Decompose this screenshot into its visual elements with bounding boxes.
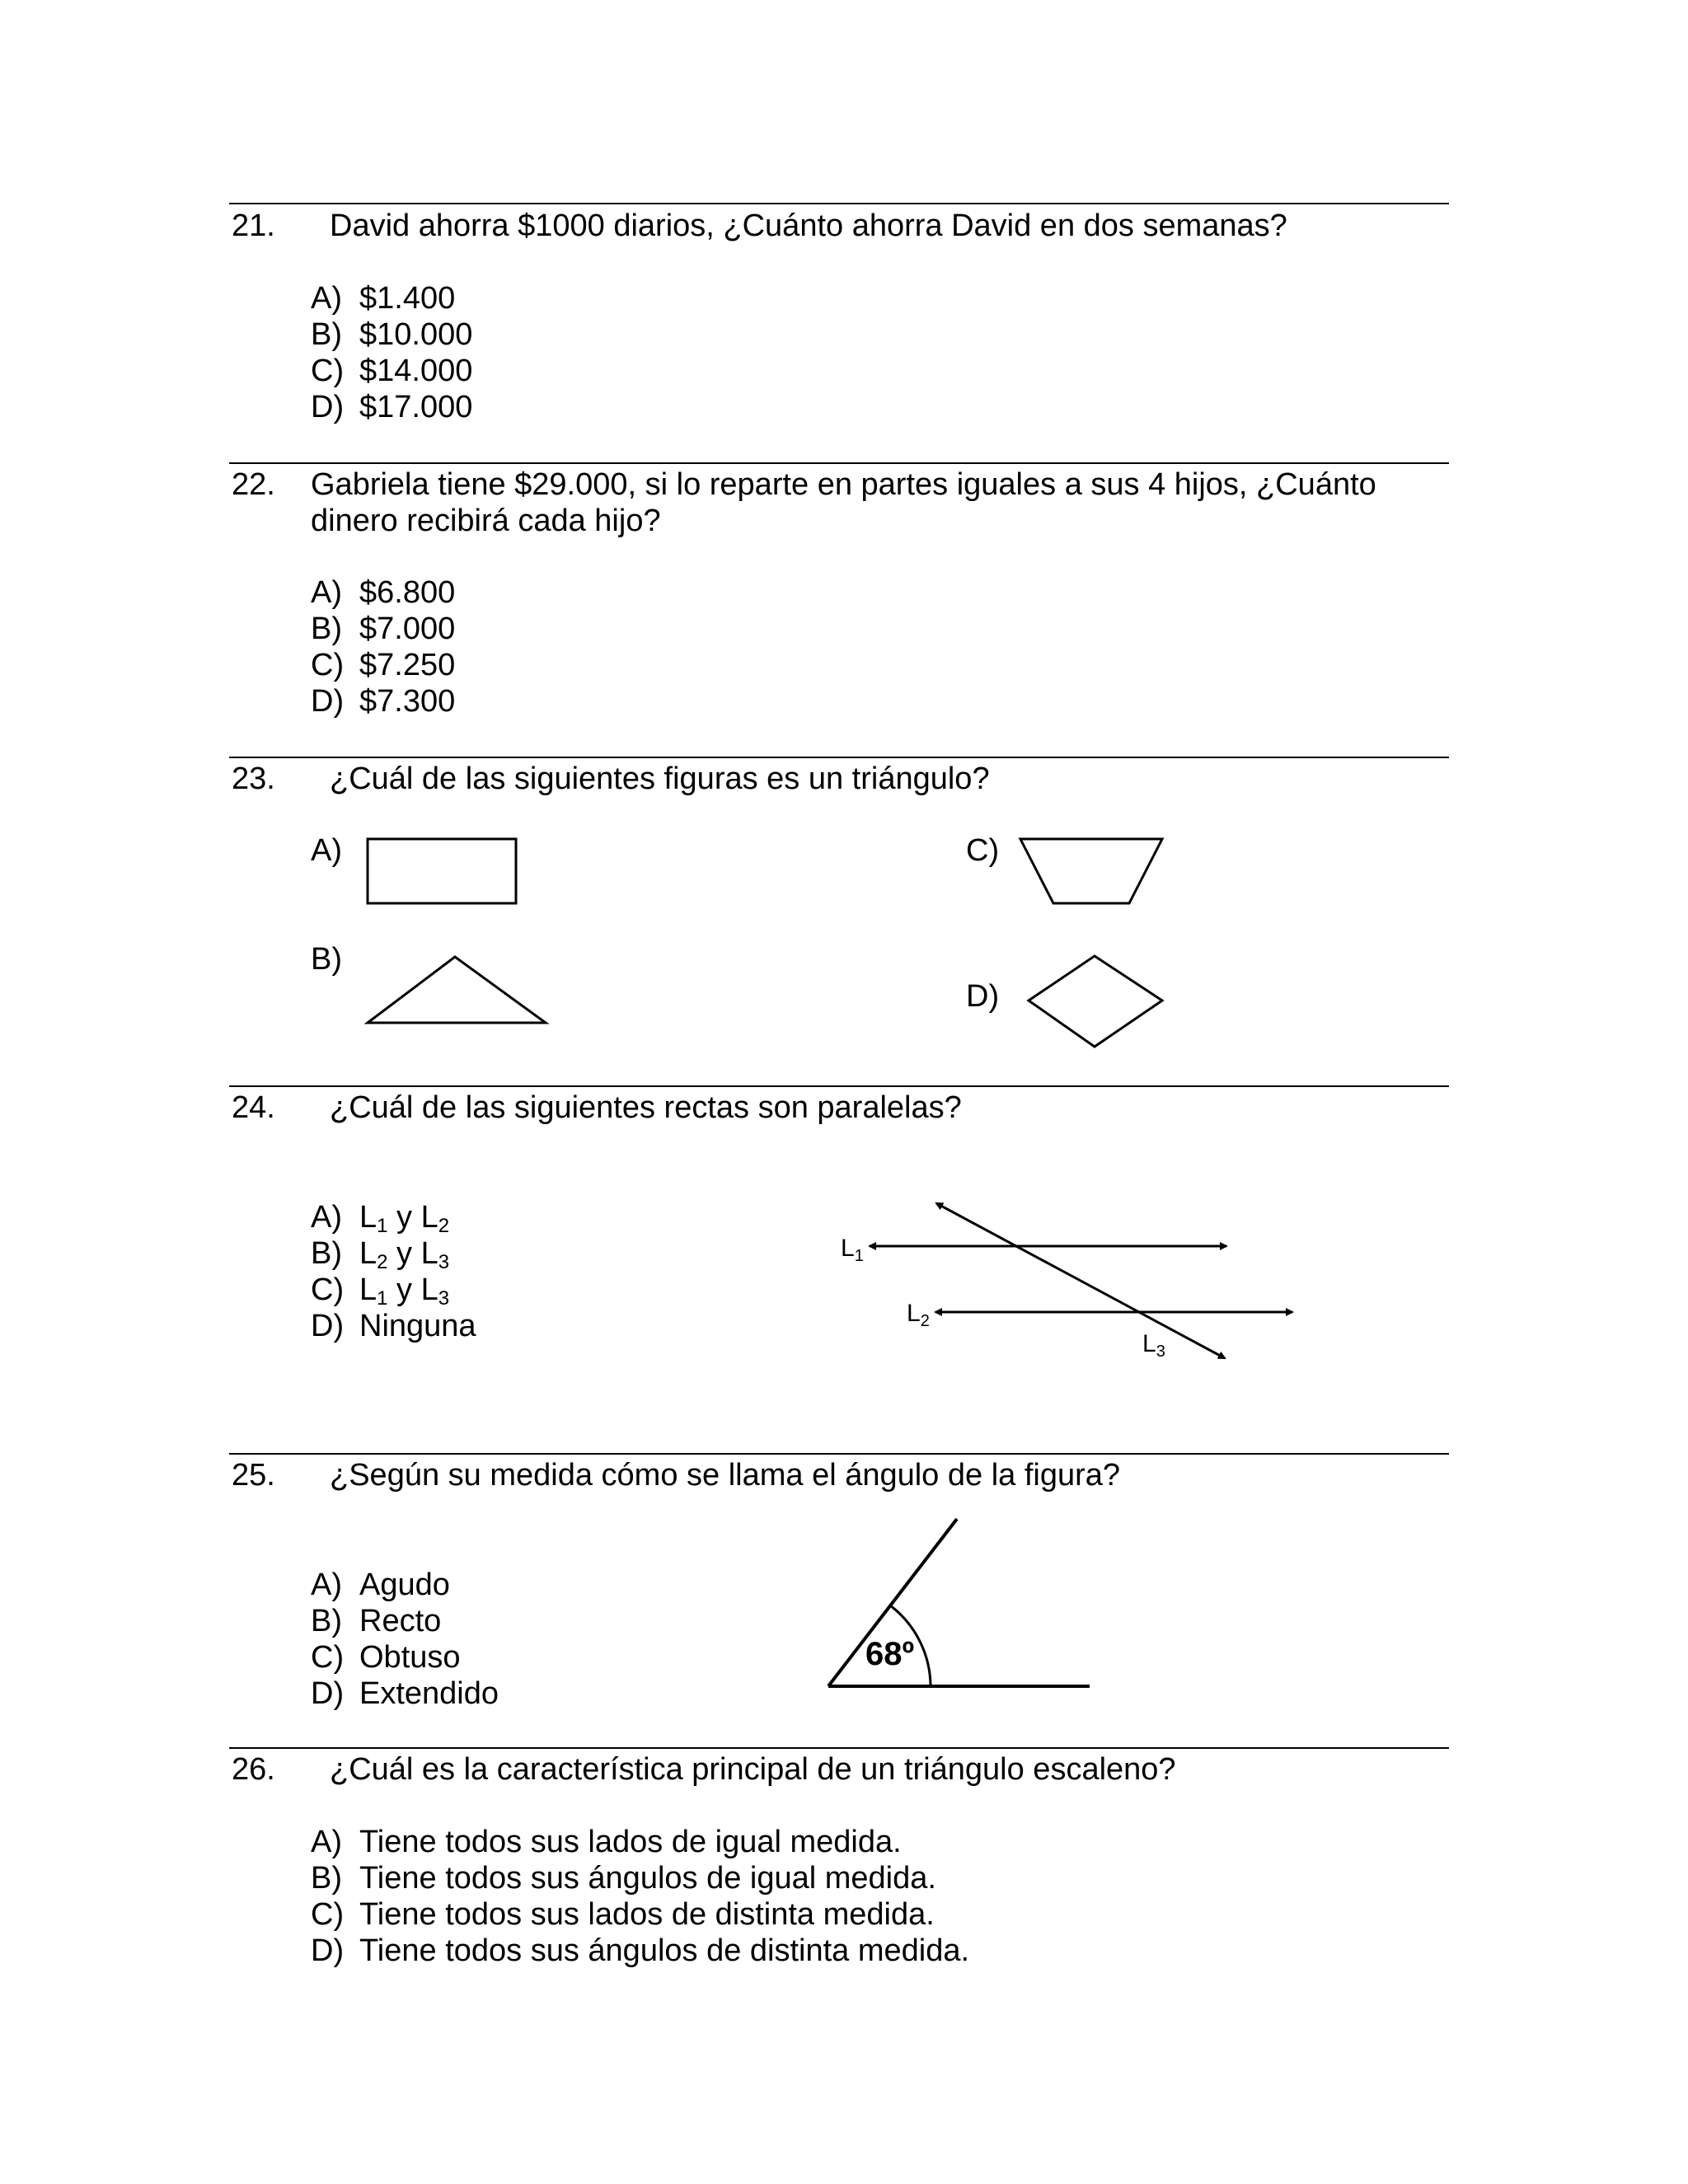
q21-question: David ahorra $1000 diarios, ¿Cuánto ahorra David en dos semanas? [330,209,1287,243]
q24-option-d-letter[interactable]: D) [311,1309,345,1343]
q25-option-d-letter[interactable]: D) [311,1676,345,1711]
q22-number: 22. [232,467,275,502]
angle-label: 68º [865,1636,915,1672]
q25-option-c-letter[interactable]: C) [311,1640,345,1675]
label-l3: $L_3$ [1142,1330,1165,1361]
q23-question: ¿Cuál de las siguientes figuras es un triángulo? [330,762,990,796]
q25-option-a-text[interactable]: Agudo [359,1568,450,1602]
q24-option-b-letter[interactable]: B) [311,1236,342,1271]
q25-option-a-letter[interactable]: A) [311,1568,342,1602]
q24-option-a-letter[interactable]: A) [311,1200,342,1235]
q21-option-c-text[interactable]: $14.000 [359,354,473,388]
q22-option-c-letter[interactable]: C) [311,648,345,682]
q25-option-b-text[interactable]: Recto [359,1604,442,1638]
q22-option-b-letter[interactable]: B) [311,612,342,646]
q22-option-b-text[interactable]: $7.000 [359,612,456,646]
q21-option-d-letter[interactable]: D) [311,390,345,424]
q26-option-b-text[interactable]: Tiene todos sus ángulos de igual medida. [359,1861,936,1896]
q21-option-a-letter[interactable]: A) [311,281,342,316]
divider-q26 [229,1747,1449,1749]
label-l2: $L_2$ [907,1300,930,1330]
q23-option-b-letter[interactable]: B) [311,942,342,977]
q21-option-a-text[interactable]: $1.400 [359,281,456,316]
q26-option-c-text[interactable]: Tiene todos sus lados de distinta medida. [359,1897,935,1932]
q24-number: 24. [232,1090,275,1125]
q21-option-d-text[interactable]: $17.000 [359,390,473,424]
q26-option-a-text[interactable]: Tiene todos sus lados de igual medida. [359,1825,902,1859]
q23-option-d-letter[interactable]: D) [966,979,1000,1014]
q22-option-a-letter[interactable]: A) [311,575,342,610]
q23-option-a-letter[interactable]: A) [311,833,342,868]
q26-option-a-letter[interactable]: A) [311,1825,342,1859]
q21-number: 21. [232,209,275,243]
q23-option-c-letter[interactable]: C) [966,833,1000,868]
q25-number: 25. [232,1458,275,1493]
label-l1: $L_1$ [841,1235,864,1265]
q26-option-d-text[interactable]: Tiene todos sus ángulos de distinta medida. [359,1933,970,1968]
q21-option-b-letter[interactable]: B) [311,317,342,352]
q22-option-c-text[interactable]: $7.250 [359,648,456,682]
q26-option-c-letter[interactable]: C) [311,1897,345,1932]
q25-option-b-letter[interactable]: B) [311,1604,342,1638]
q22-option-a-text[interactable]: $6.800 [359,575,456,610]
q26-number: 26. [232,1752,275,1787]
q21-option-b-text[interactable]: $10.000 [359,317,473,352]
q26-option-d-letter[interactable]: D) [311,1933,345,1968]
q22-question-line2: dinero recibirá cada hijo? [311,504,661,538]
q24-option-c-text[interactable]: $L_1$ y $L_3$ [359,1272,450,1310]
q23-number: 23. [232,762,275,796]
q24-option-a-text[interactable]: $L_1$ y $L_2$ [359,1200,450,1237]
q21-option-c-letter[interactable]: C) [311,354,345,388]
q25-option-c-text[interactable]: Obtuso [359,1640,461,1675]
q26-question: ¿Cuál es la característica principal de un triángulo escaleno? [330,1752,1176,1787]
q22-option-d-letter[interactable]: D) [311,684,345,719]
q24-question: ¿Cuál de las siguientes rectas son paralelas? [330,1090,962,1125]
q25-question: ¿Según su medida cómo se llama el ángulo de la figura? [330,1458,1121,1493]
q22-option-d-text[interactable]: $7.300 [359,684,456,719]
q25-option-d-text[interactable]: Extendido [359,1676,499,1711]
q24-option-c-letter[interactable]: C) [311,1272,345,1307]
q26-option-b-letter[interactable]: B) [311,1861,342,1896]
q22-question-line1: Gabriela tiene $29.000, si lo reparte en partes iguales a sus 4 hijos, ¿Cuánto [311,467,1376,502]
q24-option-d-text[interactable]: Ninguna [359,1309,476,1343]
q24-option-b-text[interactable]: $L_2$ y $L_3$ [359,1236,450,1273]
